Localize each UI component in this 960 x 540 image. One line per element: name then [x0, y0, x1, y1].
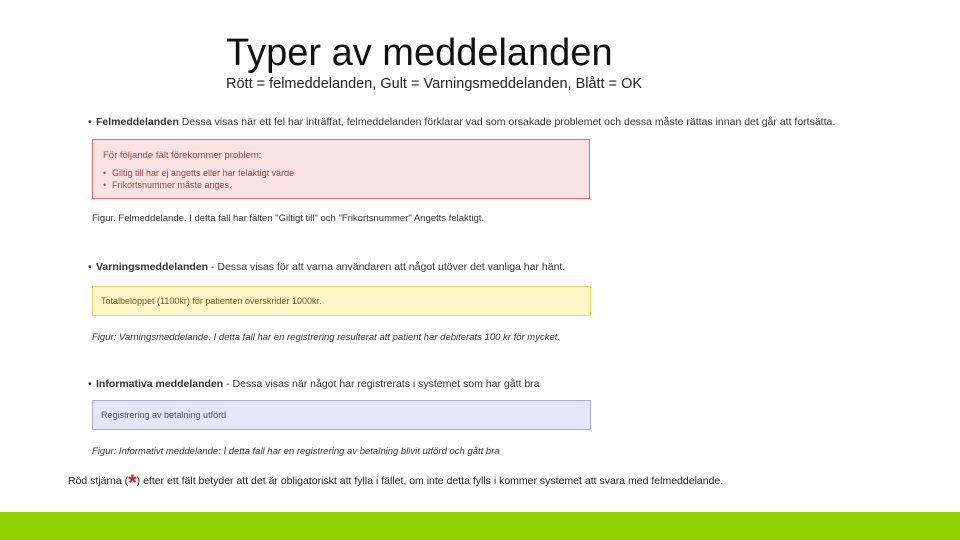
info-box-text: Registrering av betalning utförd — [101, 410, 227, 420]
footer-accent-bar — [0, 512, 960, 540]
bullet-icon: • — [88, 261, 92, 273]
error-box-item: • Frikortsnummer måste anges. — [103, 179, 294, 191]
info-label: Informativa meddelanden — [96, 378, 224, 390]
info-caption: Figur: Informativt meddelande: I detta fall har en registrering av betalning blivit utförd och gått bra — [92, 446, 500, 457]
note-suffix: ) efter ett fält betyder att det är obligatoriskt att fylla i fället, om inte detta fylls i kommer systemet att svara med felmeddelande. — [136, 475, 724, 487]
required-star-icon: * — [128, 470, 137, 495]
warning-caption: Figur: Varningsmeddelande, I detta fall har en registrering resulterat att patient har debiterats 100 kr för mycket. — [92, 332, 561, 343]
error-box-list — [103, 167, 294, 191]
bullet-icon: • — [88, 378, 92, 390]
note-prefix: Röd stjärna ( — [68, 475, 129, 487]
error-box-heading: För följande fält förekommer problem: — [103, 150, 262, 161]
warning-description-line — [88, 261, 565, 273]
warning-description: - Dessa visas för att varna användaren att något utöver det vanliga har hänt. — [208, 261, 566, 273]
required-field-note — [68, 470, 723, 496]
info-message-example — [92, 400, 591, 430]
warning-label: Varningsmeddelanden — [96, 261, 209, 273]
info-description-line — [88, 378, 540, 390]
slide-subtitle: Rött = felmeddelanden, Gult = Varningsmeddelanden, Blått = OK — [226, 76, 643, 92]
slide-title: Typer av meddelanden — [226, 32, 613, 74]
error-label: Felmeddelanden — [96, 116, 179, 128]
error-description-line — [88, 116, 835, 128]
error-caption: Figur. Felmeddelande. I detta fall har fälten "Giltigt till" och "Frikortsnummer" Angetts felaktigt. — [92, 213, 485, 224]
error-box-item: • Giltig till har ej angetts eller har felaktigt värde — [103, 167, 294, 179]
error-description: Dessa visas när ett fel har inträffat, felmeddelanden förklarar vad som orsakade problemet och dessa måste rättas innan det går att fortsätta. — [178, 116, 836, 128]
error-message-example — [92, 139, 590, 199]
bullet-icon: • — [88, 116, 92, 128]
warning-message-example — [92, 286, 591, 316]
info-description: - Dessa visas när något har registrerats i systemet som har gått bra — [223, 378, 540, 390]
warning-box-text: Totalbeloppet (1100kr) för patienten overskrider 1000kr. — [101, 296, 322, 306]
